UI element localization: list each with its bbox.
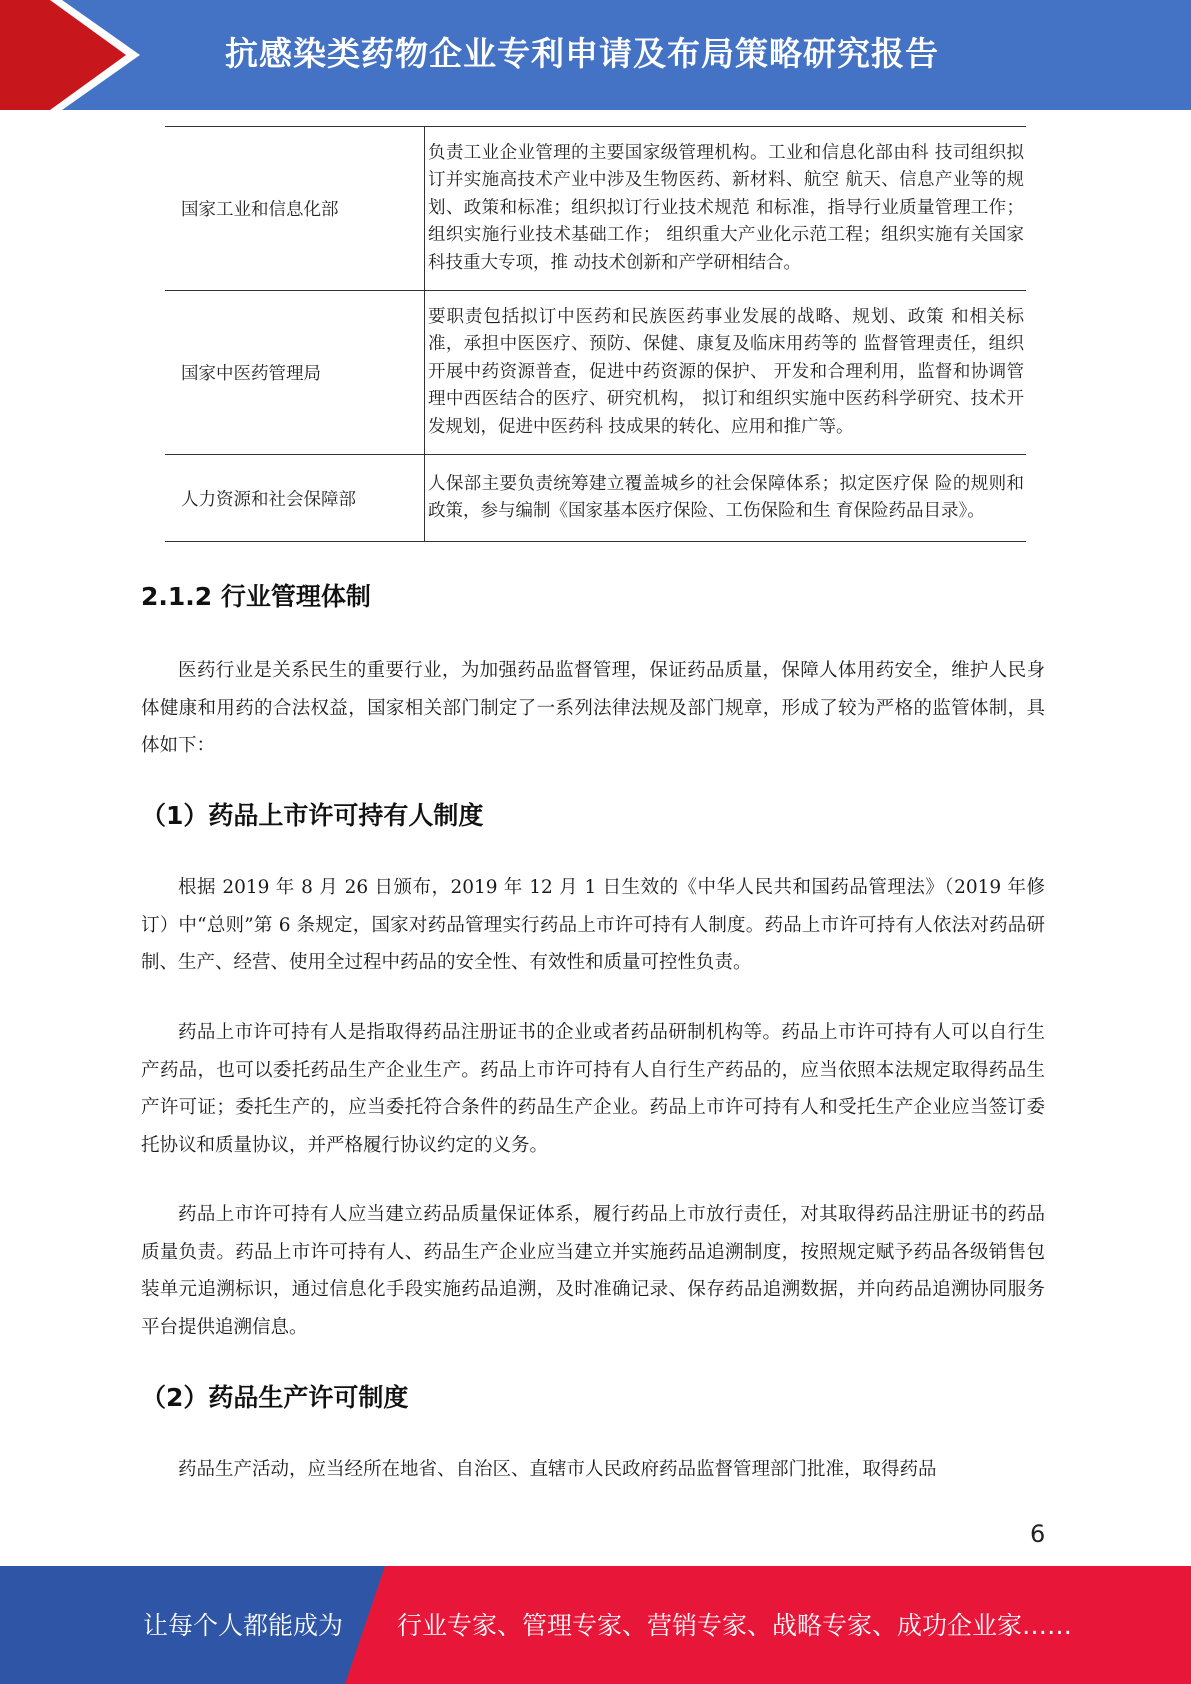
footer-slogan-left: 让每个人都能成为 [143,1611,344,1640]
intro-paragraph: 医药行业是关系民生的重要行业，为加强药品监督管理，保证药品质量，保障人体用药安全，维护人民身体健康和用药的合法权益，国家相关部门制定了一系列法律法规及部门规章，形成了较为严格的监管体制，具体如下： [141,660,1045,756]
paragraph: 药品上市许可持有人是指取得药品注册证书的企业或者药品研制机构等。药品上市许可持有人可以自行生产药品，也可以委托药品生产企业生产。药品上市许可持有人自行生产药品的，应当依照本法规定取得药品生产许可证；委托生产的，应当委托符合条件的药品生产企业。药品上市许可持有人和受托生产企业应当签订委托协议和质量协议，并严格履行协议约定的义务。 [141,1022,1045,1156]
paragraph: 根据 2019 年 8 月 26 日颁布，2019 年 12 月 1 日生效的《中华人民共和国药品管理法》（2019 年修订）中“总则”第 6 条规定，国家对药品管理实行药品上市许可持有人制度。药品上市许可持有人依法对药品研制、生产、经营、使用全过程中药品的安全性、有效性和质量可控性负责。 [141,877,1045,973]
table-row [165,127,1026,291]
table-row [165,455,1026,542]
subsection-heading-2: （2）药品生产许可制度 [141,1383,409,1412]
subsection-heading-1: （1）药品上市许可持有人制度 [141,801,484,830]
agency-description: 人保部主要负责统筹建立覆盖城乡的社会保障体系；拟定医疗保 险的规则和政策，参与编制《国家基本医疗保险、工伤保险和生 育保险药品目录》。 [425,455,1027,542]
page-footer [0,1566,1191,1684]
section-heading: 2.1.2 行业管理体制 [141,582,371,611]
agency-description: 负责工业企业管理的主要国家级管理机构。工业和信息化部由科 技司组织拟订并实施高技术产业中涉及生物医药、新材料、航空 航天、信息产业等的规划、政策和标准；组织拟订行业技术规范 和标准，指导行业质量管理工作；组织实施行业技术基础工作； 组织重大产业化示范工程；组织实施有关国家科技重大专项，推 动技术创新和产学研相结合。 [425,127,1027,291]
page-number: 6 [1030,1520,1046,1548]
paragraph: 药品生产活动，应当经所在地省、自治区、直辖市人民政府药品监督管理部门批准，取得药品 [178,1459,937,1480]
agency-table [165,126,1026,542]
table-row [165,291,1026,455]
agency-name: 国家工业和信息化部 [165,127,425,291]
agency-description: 要职责包括拟订中医药和民族医药事业发展的战略、规划、政策 和相关标准，承担中医医疗、预防、保健、康复及临床用药等的 监督管理责任，组织开展中药资源普查，促进中药资源的保护、 开发和合理利用，监督和协调管理中西医结合的医疗、研究机构， 拟订和组织实施中医药科学研究、技术开发规划，促进中医药科 技成果的转化、应用和推广等。 [425,291,1027,455]
footer-slogan-right: 行业专家、管理专家、营销专家、战略专家、成功企业家…… [397,1611,1073,1640]
report-title: 抗感染类药物企业专利申请及布局策略研究报告 [225,34,939,73]
agency-name: 国家中医药管理局 [165,291,425,455]
paragraph: 药品上市许可持有人应当建立药品质量保证体系，履行药品上市放行责任，对其取得药品注册证书的药品质量负责。药品上市许可持有人、药品生产企业应当建立并实施药品追溯制度，按照规定赋予药品各级销售包装单元追溯标识，通过信息化手段实施药品追溯，及时准确记录、保存药品追溯数据，并向药品追溯协同服务平台提供追溯信息。 [141,1204,1045,1338]
page-header [0,0,1191,110]
agency-name: 人力资源和社会保障部 [165,455,425,542]
